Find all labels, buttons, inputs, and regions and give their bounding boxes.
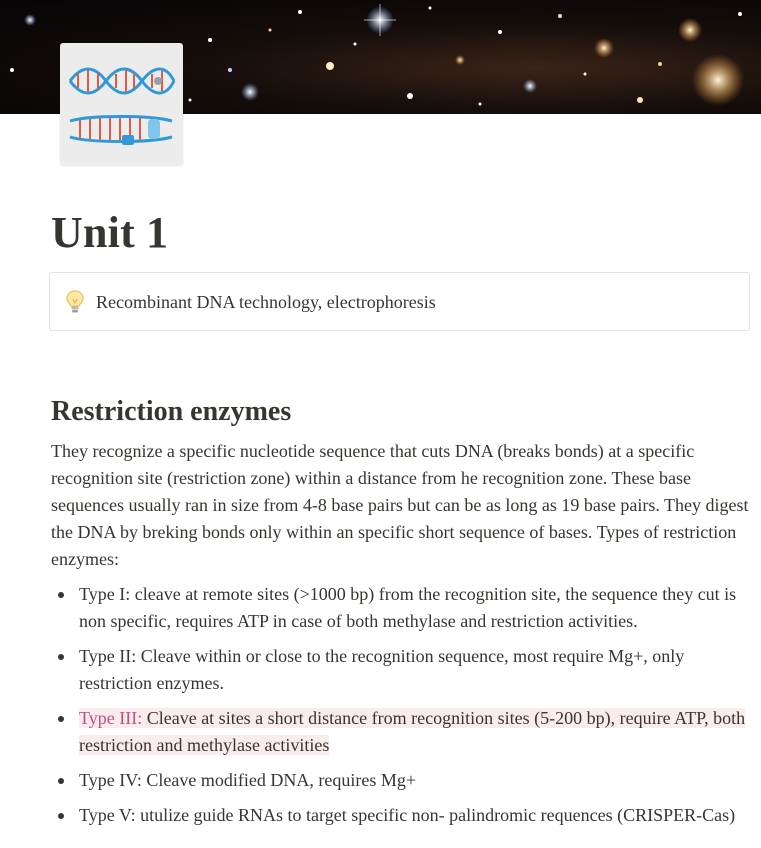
list-item-label: Type V: [79, 805, 136, 825]
list-item[interactable] [51, 767, 756, 794]
bullet-dot [58, 778, 64, 784]
bullet-dot [58, 813, 64, 819]
paragraph-block[interactable]: They recognize a specific nucleotide sequence that cuts DNA (breaks bonds) at a specific recognition site (restriction zone) within a distance from he recognition zone. These base sequences usually ran in size from 4-8 base pairs but can be as long as 19 base pairs. They digest the DNA by breking bonds only within an specific short sequence of bases. Types of restriction enzymes: [51, 441, 749, 569]
section-heading[interactable]: Restriction enzymes [51, 396, 292, 427]
list-item-text: Cleave at sites a short distance from recognition sites (5-200 bp), require ATP, both restriction and methylase activities [79, 708, 746, 755]
callout-block[interactable] [49, 272, 750, 331]
list-item[interactable] [51, 581, 756, 635]
lightbulb-icon[interactable] [64, 289, 86, 315]
bullet-dot [58, 716, 64, 722]
list-item-label: Type I: [79, 584, 131, 604]
list-item-text: Cleave modified DNA, requires Mg+ [141, 770, 416, 790]
page-icon[interactable] [60, 43, 183, 166]
dna-double-helix-icon [60, 43, 183, 166]
list-item-label: Type III: [79, 708, 143, 728]
bullet-dot [58, 592, 64, 598]
list-item-text: cleave at remote sites (>1000 bp) from the recognition site, the sequence they cut is non specific, requires ATP in case of both methylase and restriction activities. [79, 584, 737, 631]
list-item-text: Cleave within or close to the recognition sequence, most require Mg+, only restriction enzymes. [79, 646, 685, 693]
list-item[interactable] [51, 643, 756, 697]
bulleted-list [51, 581, 756, 837]
list-item-text: utulize guide RNAs to target specific non- palindromic requences (CRISPER-Cas) [135, 805, 736, 825]
callout-text[interactable]: Recombinant DNA technology, electrophoresis [96, 292, 436, 312]
list-item-label: Type IV: [79, 770, 142, 790]
bullet-dot [58, 654, 64, 660]
list-item[interactable] [51, 802, 756, 829]
page-title[interactable]: Unit 1 [51, 208, 169, 257]
list-item-highlighted[interactable] [51, 705, 756, 759]
list-item-label: Type II: [79, 646, 137, 666]
